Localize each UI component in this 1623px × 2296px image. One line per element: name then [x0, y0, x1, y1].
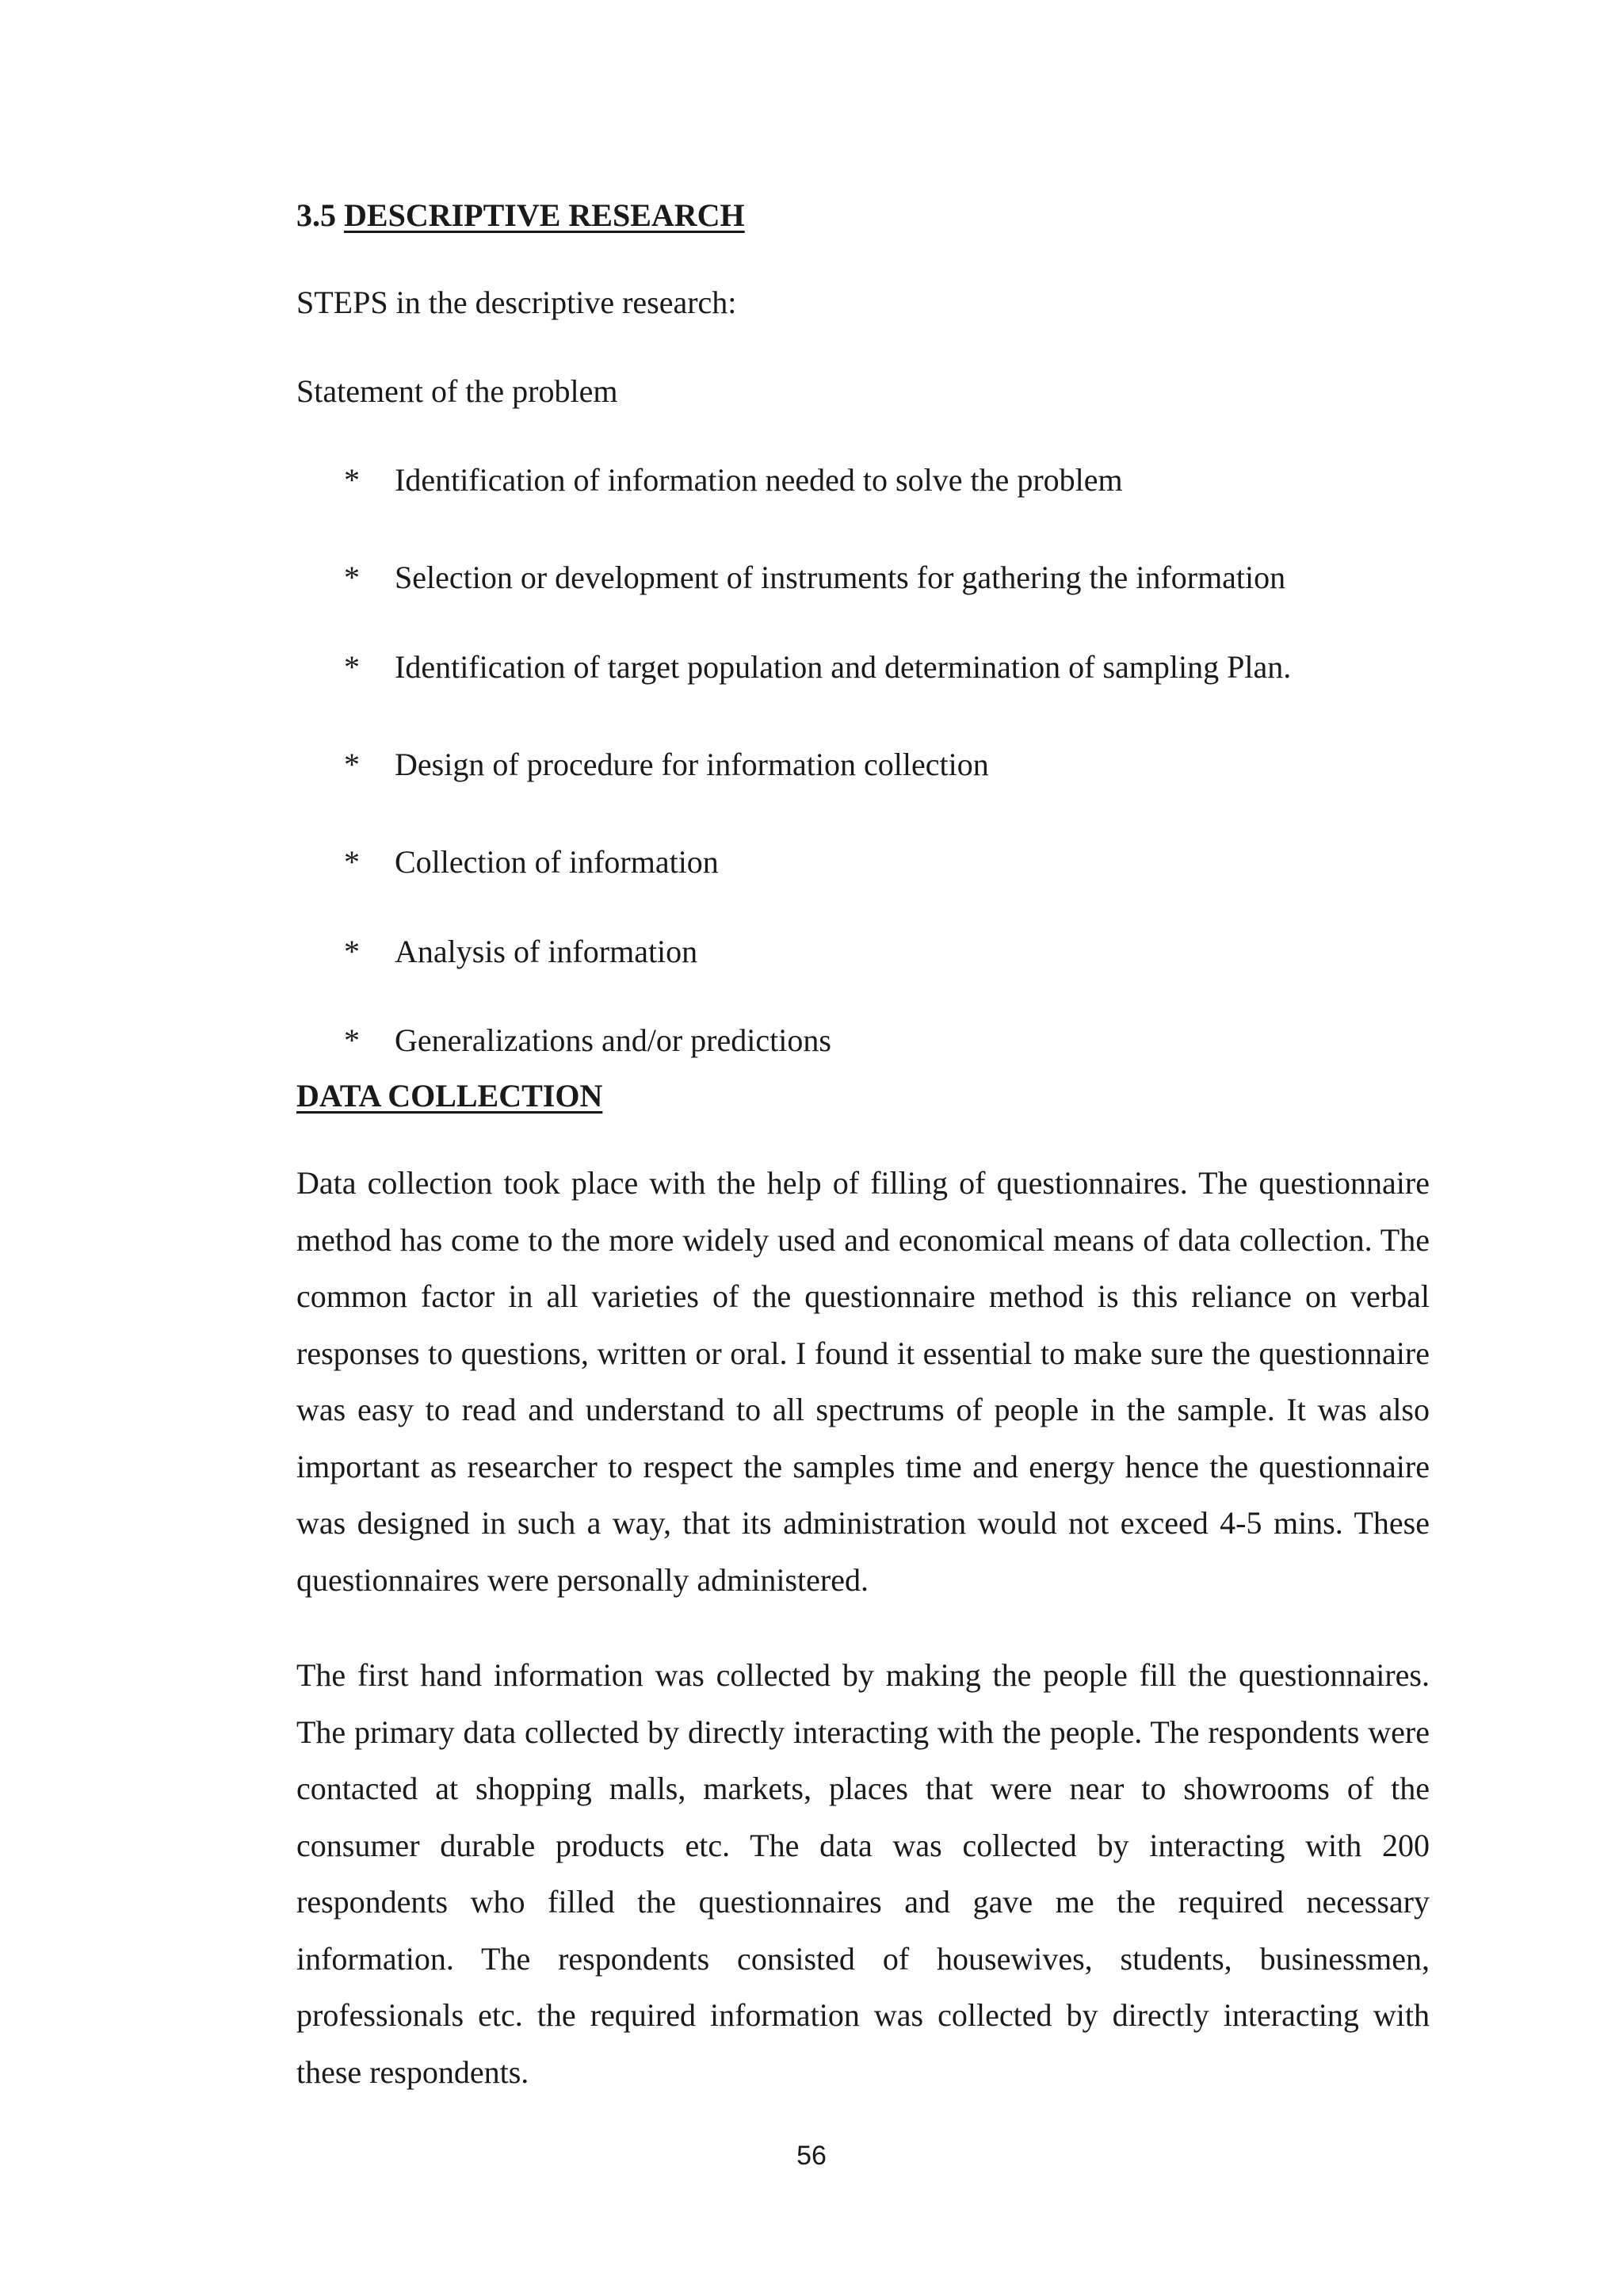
paragraph: Data collection took place with the help of filling of questionnaires. The questionnaire method has come to the more widely used and economical means of data collection. The common factor in all varieties of the questionnaire method is this reliance on verbal responses to questions, written or oral. I found it essential to make sure the questionnaire was easy to read and understand to all spectrums of people in the sample. It was also important as researcher to respect the samples time and energy hence the questionnaire was designed in such a way, that its administration would not exceed 4-5 mins. These questionnaires were personally administered.: [296, 1165, 1430, 1598]
step-text: Generalizations and/or predictions: [395, 1022, 831, 1058]
bullet-marker: *: [344, 649, 360, 685]
step-item: [344, 460, 1123, 500]
step-text: Collection of information: [395, 844, 719, 880]
section-title: DESCRIPTIVE RESEARCH: [344, 197, 745, 233]
section-number: 3.5: [296, 197, 336, 233]
step-text: Identification of information needed to solve the problem: [395, 462, 1123, 498]
bullet-marker: *: [344, 462, 360, 498]
section-heading: [296, 196, 745, 235]
bullet-marker: *: [344, 934, 360, 969]
step-text: Analysis of information: [395, 934, 698, 969]
step-text: Selection or development of instruments for gathering the information: [395, 560, 1286, 595]
bullet-marker: *: [344, 560, 360, 595]
paragraph: The first hand information was collected by making the people fill the questionnaires. The primary data collected by directly interacting with the people. The respondents were contacted at shopping malls, markets, places that were near to showrooms of the consumer durable products etc. The data was collected by interacting with 200 respondents who filled the questionnaires and gave me the required necessary information. The respondents consisted of housewives, students, businessmen, professionals etc. the required information was collected by directly interacting with these respondents.: [296, 1657, 1430, 2090]
step-item: [344, 648, 1291, 687]
page-number: 56: [796, 2141, 827, 2171]
statement-line: Statement of the problem: [296, 373, 618, 409]
step-item: [344, 842, 719, 882]
step-item: [344, 932, 697, 972]
step-item: [344, 745, 989, 785]
steps-intro: STEPS in the descriptive research:: [296, 285, 737, 320]
bullet-marker: *: [344, 844, 360, 880]
step-text: Design of procedure for information collection: [395, 747, 989, 782]
step-item: [344, 1021, 831, 1060]
bullet-marker: *: [344, 747, 360, 782]
step-text: Identification of target population and determination of sampling Plan.: [395, 649, 1292, 685]
step-item: [344, 558, 1285, 598]
data-collection-heading: DATA COLLECTION: [296, 1078, 603, 1114]
bullet-marker: *: [344, 1022, 360, 1058]
